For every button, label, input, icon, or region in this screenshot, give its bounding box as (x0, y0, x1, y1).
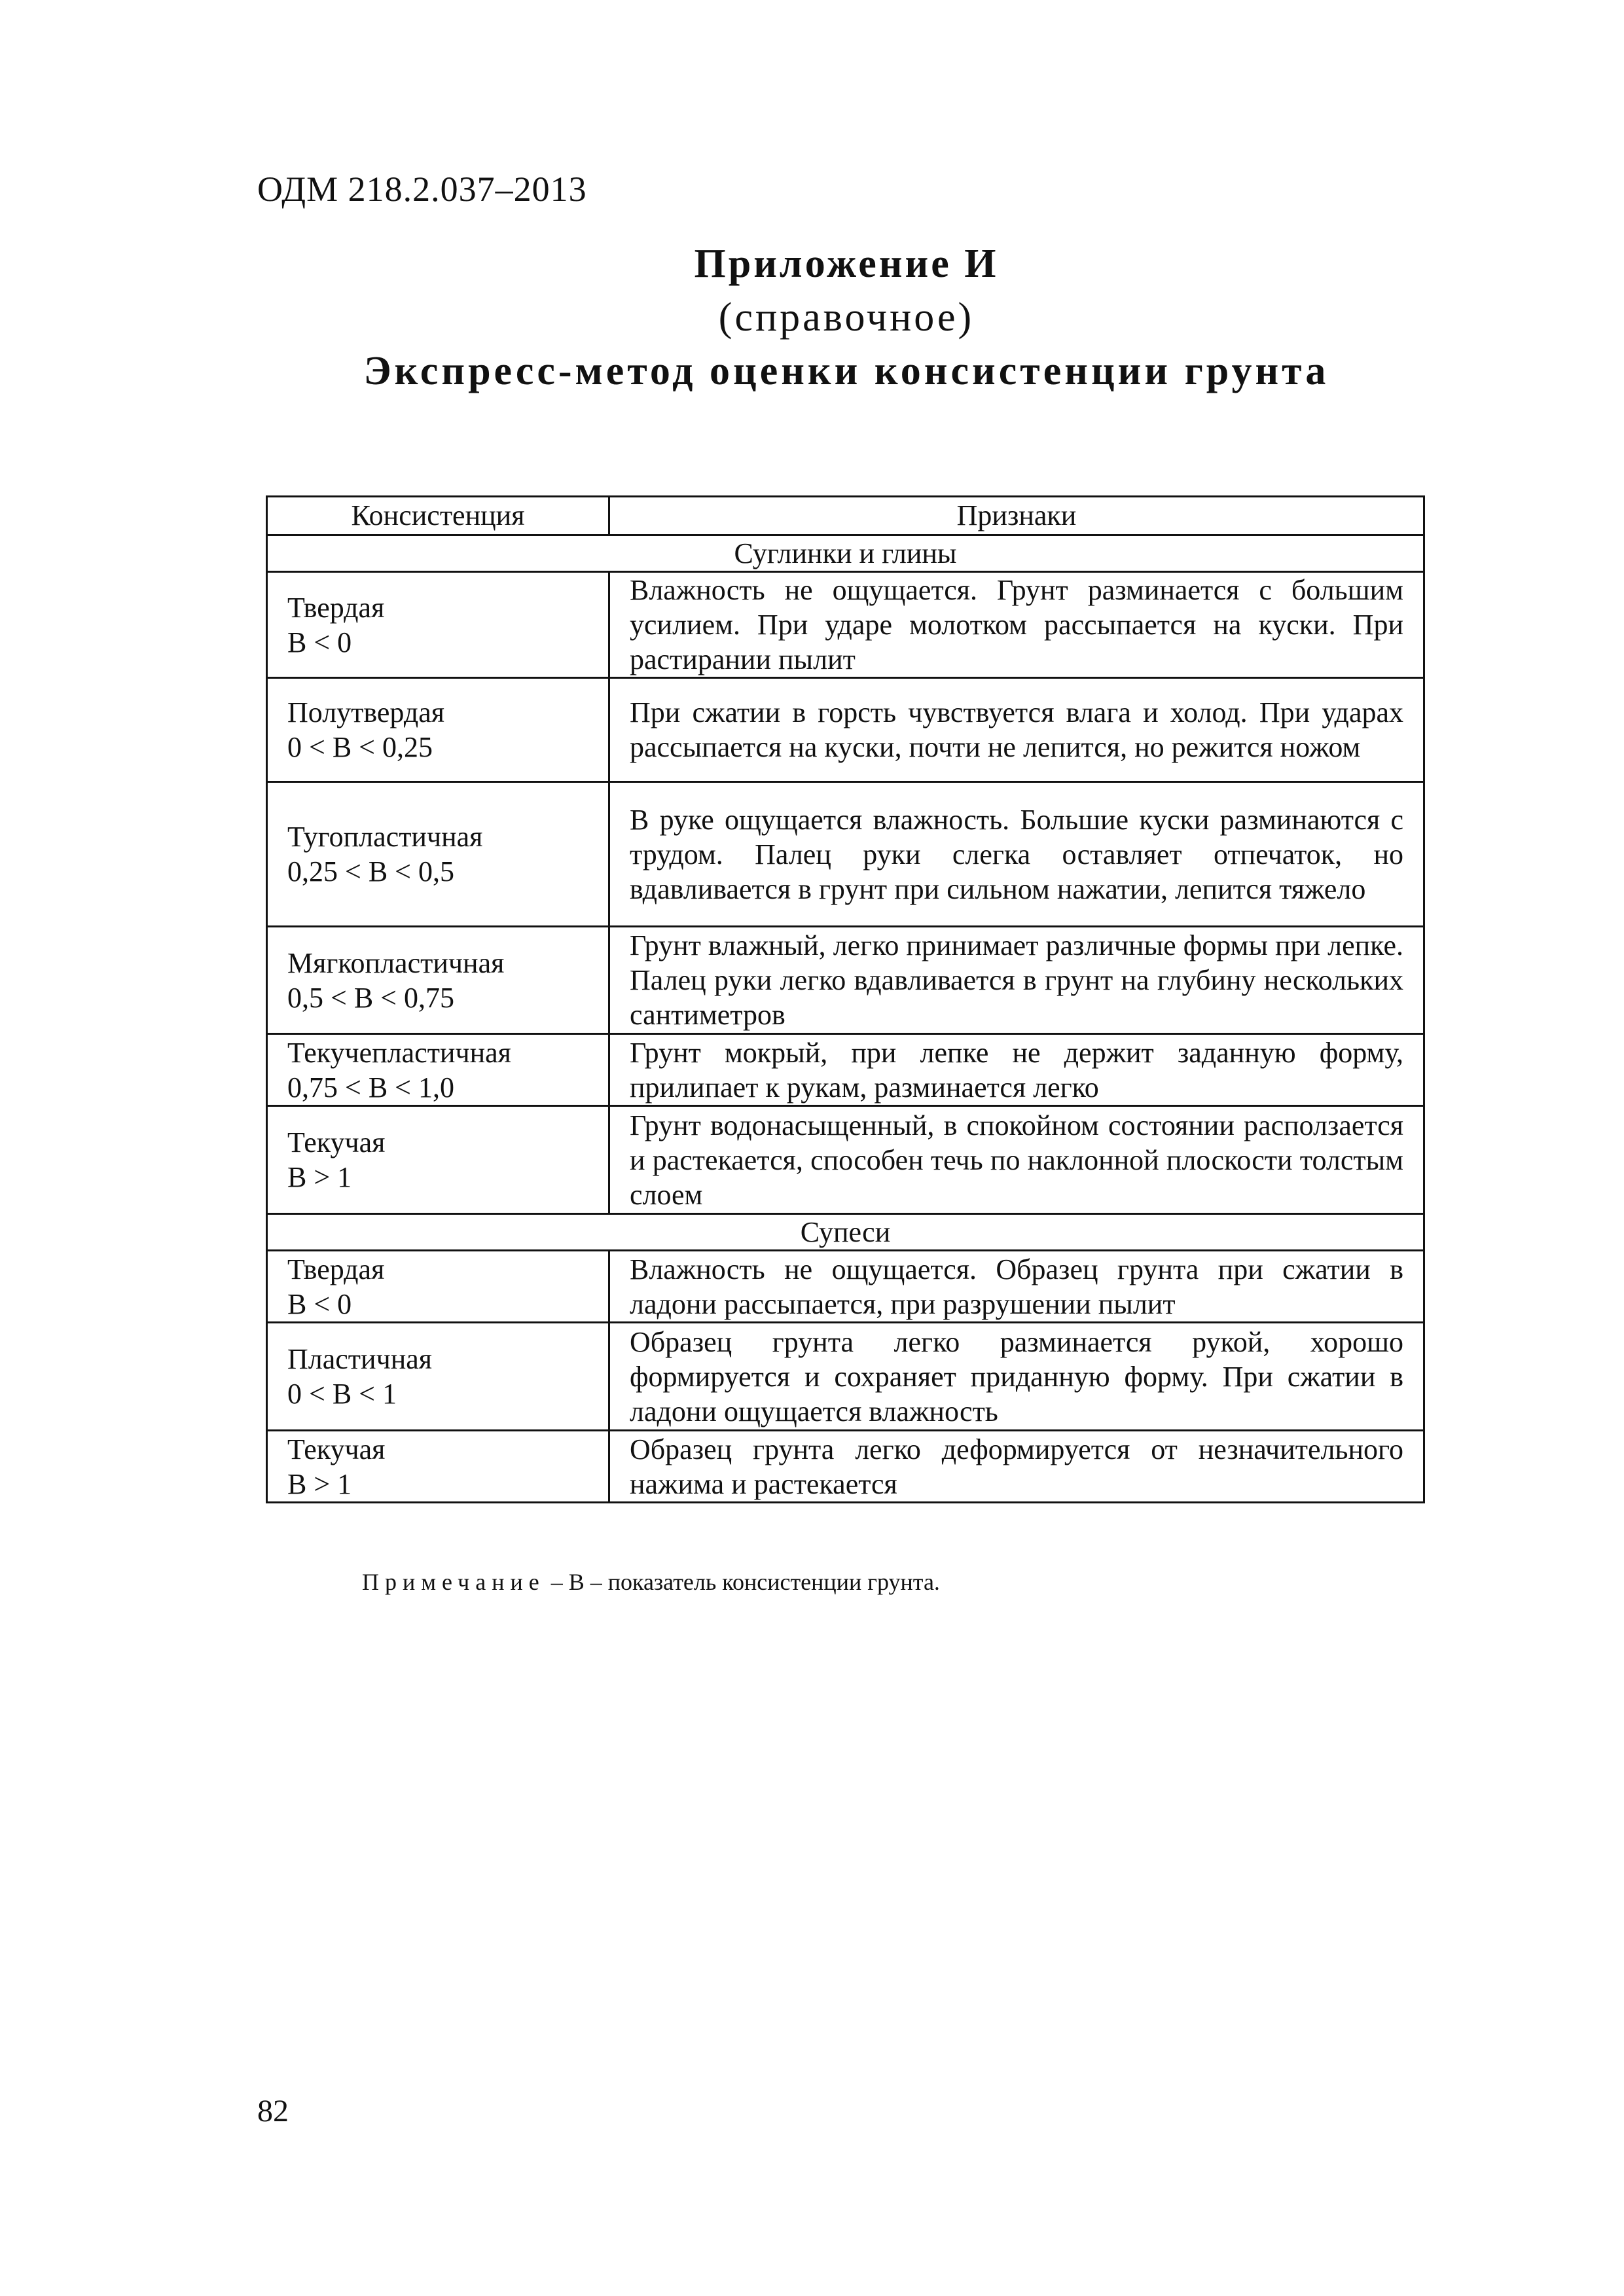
consistency-range: 0 < B < 1 (287, 1378, 397, 1410)
header-consistency: Консистенция (267, 497, 609, 535)
signs-cell: В руке ощущается влажность. Большие куски разминаются с трудом. Палец руки слегка оставляет отпечаток, но вдавливается в грунт при сильном нажатии, лепится тяжело (609, 782, 1424, 927)
consistency-cell (267, 782, 609, 927)
document-code: ОДМ 218.2.037–2013 (257, 170, 587, 209)
consistency-range: 0,5 < B < 0,75 (287, 981, 454, 1014)
consistency-range: B > 1 (287, 1467, 352, 1500)
consistency-cell (267, 1106, 609, 1214)
note-text: – B – показатель консистенции грунта. (545, 1569, 940, 1595)
section-row (267, 535, 1424, 572)
table-row (267, 1431, 1424, 1503)
consistency-range: 0 < B < 0,25 (287, 731, 433, 763)
consistency-cell (267, 1431, 609, 1503)
consistency-name: Текучая (287, 1126, 386, 1158)
consistency-table (266, 495, 1425, 1503)
signs-cell: Образец грунта легко деформируется от незначительного нажима и растекается (609, 1431, 1424, 1503)
section-title: Супеси (267, 1214, 1424, 1251)
table-row (267, 1323, 1424, 1431)
signs-cell: Влажность не ощущается. Грунт разминается с большим усилием. При ударе молотком рассыпается на куски. При растирании пылит (609, 572, 1424, 678)
table-row (267, 1034, 1424, 1106)
consistency-range: B > 1 (287, 1161, 352, 1193)
consistency-name: Полутвердая (287, 696, 445, 728)
page-number: 82 (257, 2094, 289, 2128)
section-title: Суглинки и глины (267, 535, 1424, 572)
consistency-cell (267, 1323, 609, 1431)
appendix-type: (справочное) (718, 295, 975, 340)
consistency-cell (267, 1251, 609, 1323)
section-row (267, 1214, 1424, 1251)
consistency-cell (267, 927, 609, 1034)
consistency-name: Твердая (287, 591, 385, 624)
consistency-name: Пластичная (287, 1343, 433, 1375)
table-row (267, 782, 1424, 927)
consistency-range: 0,75 < B < 1,0 (287, 1071, 454, 1103)
consistency-cell (267, 1034, 609, 1106)
appendix-title (257, 237, 1435, 398)
table-row (267, 1251, 1424, 1323)
signs-cell: Грунт мокрый, при лепке не держит заданную форму, прилипает к рукам, разминается легко (609, 1034, 1424, 1106)
table-header-row (267, 497, 1424, 535)
table-row (267, 572, 1424, 678)
header-signs: Признаки (609, 497, 1424, 535)
consistency-name: Тугопластичная (287, 821, 483, 853)
signs-cell: Грунт водонасыщенный, в спокойном состоянии расползается и растекается, способен течь по наклонной плоскости толстым слоем (609, 1106, 1424, 1214)
table-row (267, 678, 1424, 782)
consistency-cell (267, 572, 609, 678)
consistency-range: B < 0 (287, 626, 352, 658)
signs-cell: Грунт влажный, легко принимает различные формы при лепке. Палец руки легко вдавливается в грунт на глубину нескольких сантиметров (609, 927, 1424, 1034)
consistency-name: Твердая (287, 1253, 385, 1285)
consistency-name: Текучепластичная (287, 1036, 511, 1069)
consistency-range: 0,25 < B < 0,5 (287, 855, 454, 888)
table-row (267, 1106, 1424, 1214)
signs-cell: Влажность не ощущается. Образец грунта при сжатии в ладони рассыпается, при разрушении пылит (609, 1251, 1424, 1323)
consistency-name: Мягкопластичная (287, 946, 505, 979)
consistency-range: B < 0 (287, 1287, 352, 1320)
consistency-cell (267, 678, 609, 782)
signs-cell: Образец грунта легко разминается рукой, хорошо формируется и сохраняет приданную форму. При сжатии в ладони ощущается влажность (609, 1323, 1424, 1431)
note-label: Примечание (362, 1569, 545, 1595)
table-row (267, 927, 1424, 1034)
consistency-name: Текучая (287, 1433, 386, 1465)
signs-cell: При сжатии в горсть чувствуется влага и холод. При ударах рассыпается на куски, почти не лепится, но режится ножом (609, 678, 1424, 782)
appendix-name: Экспресс-метод оценки консистенции грунта (363, 349, 1329, 393)
appendix-title-line: Приложение И (694, 242, 999, 286)
table-note (362, 1570, 940, 1594)
